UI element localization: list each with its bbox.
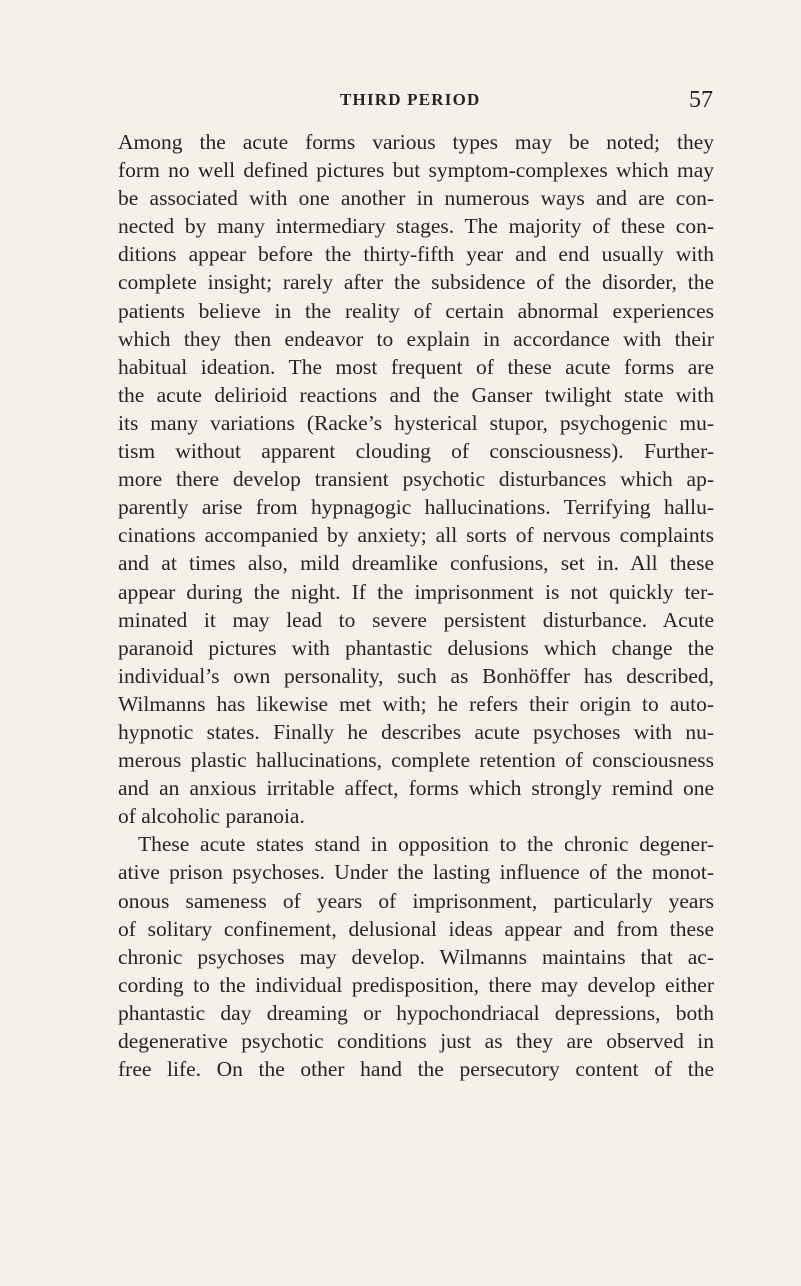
paragraph-1 xyxy=(118,128,714,830)
text-line: patients believe in the reality of certain abnormal experiences xyxy=(118,298,714,323)
running-head xyxy=(0,86,801,114)
page-number: 57 xyxy=(689,87,713,113)
body-text xyxy=(118,128,714,1083)
text-line: These acute states stand in opposition to the chronic degener- xyxy=(138,832,714,857)
text-line: which they then endeavor to explain in accordance with their xyxy=(118,326,714,351)
text-line: degenerative psychotic conditions just as they are observed in xyxy=(118,1029,714,1053)
text-line: individual’s own personality, such as Bonhöffer has described, xyxy=(118,663,714,688)
text-line: cording to the individual predisposition, there may develop either xyxy=(118,972,714,997)
text-line: cinations accompanied by anxiety; all sorts of nervous complaints xyxy=(118,523,714,548)
text-line: chronic psychoses may develop. Wilmanns maintains that ac- xyxy=(118,944,714,969)
text-line: of solitary confinement, delusional ideas appear and from these xyxy=(118,916,714,941)
text-line: appear during the night. If the imprisonment is not quickly ter- xyxy=(118,579,714,604)
text-line: phantastic day dreaming or hypochondriacal depressions, both xyxy=(118,1000,714,1025)
text-line: free life. On the other hand the persecutory content of the xyxy=(118,1057,714,1082)
text-line: ative prison psychoses. Under the lasting influence of the monot- xyxy=(118,860,714,885)
text-line: parently arise from hypnagogic hallucinations. Terrifying hallu- xyxy=(118,495,714,520)
paragraph-2 xyxy=(118,830,714,1083)
text-line: form no well defined pictures but symptom-complexes which may xyxy=(118,158,714,183)
text-line: ditions appear before the thirty-fifth year and end usually with xyxy=(118,242,714,267)
text-line: complete insight; rarely after the subsidence of the disorder, the xyxy=(118,270,714,295)
text-line: tism without apparent clouding of consciousness). Further- xyxy=(118,439,714,464)
text-line: and at times also, mild dreamlike confusions, set in. All these xyxy=(118,551,714,576)
text-line: be associated with one another in numerous ways and are con- xyxy=(118,186,714,211)
text-line: and an anxious irritable affect, forms which strongly remind one xyxy=(118,776,714,801)
text-line: onous sameness of years of imprisonment, particularly years xyxy=(118,888,714,913)
text-line: hypnotic states. Finally he describes acute psychoses with nu- xyxy=(118,719,714,744)
text-line: habitual ideation. The most frequent of these acute forms are xyxy=(118,354,714,379)
text-line: of alcoholic paranoia. xyxy=(118,804,305,829)
text-line: paranoid pictures with phantastic delusions which change the xyxy=(118,635,714,660)
text-line: the acute delirioid reactions and the Ganser twilight state with xyxy=(118,382,714,407)
text-line: merous plastic hallucinations, complete retention of consciousness xyxy=(118,748,714,773)
text-line: more there develop transient psychotic disturbances which ap- xyxy=(118,467,714,492)
running-title: THIRD PERIOD xyxy=(340,90,481,109)
text-line: Wilmanns has likewise met with; he refers their origin to auto- xyxy=(118,691,714,716)
text-line: its many variations (Racke’s hysterical stupor, psychogenic mu- xyxy=(118,410,714,435)
text-line: Among the acute forms various types may be noted; they xyxy=(118,130,714,154)
text-line: minated it may lead to severe persistent disturbance. Acute xyxy=(118,607,714,632)
text-line: nected by many intermediary stages. The majority of these con- xyxy=(118,214,714,239)
